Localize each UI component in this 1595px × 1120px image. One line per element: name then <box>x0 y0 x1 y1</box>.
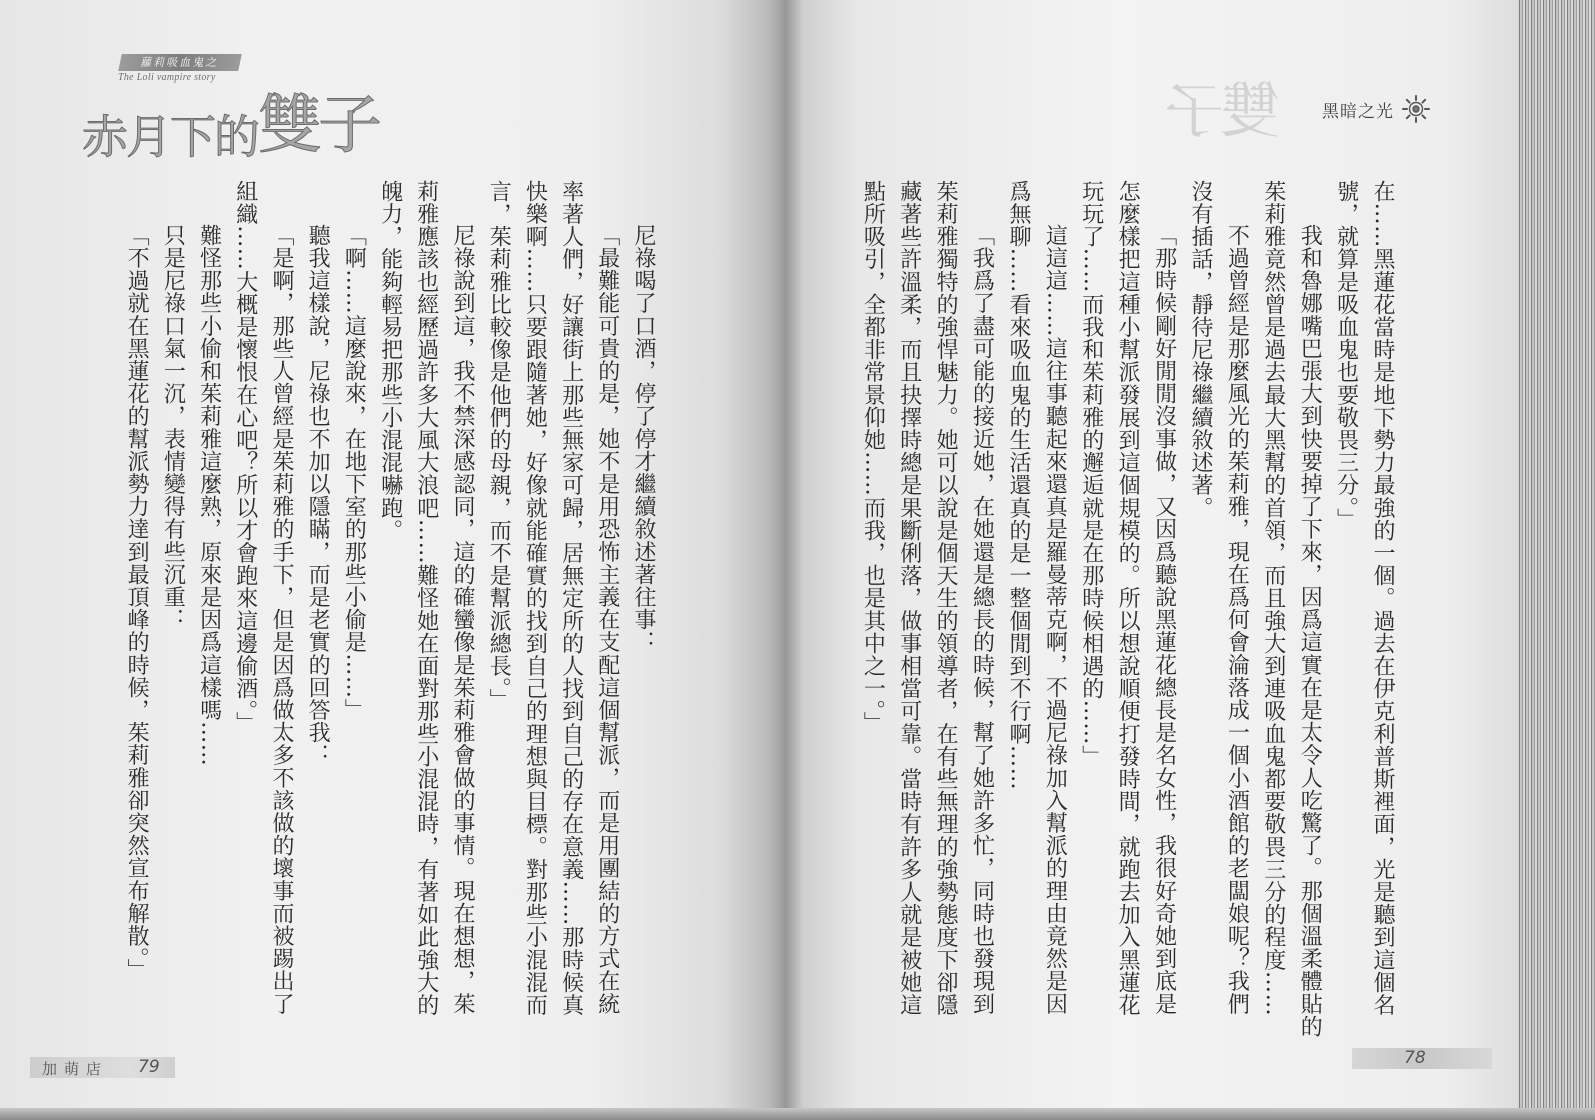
text-column: 點所吸引，全都非常景仰她……而我，也是其中之一。」 <box>860 180 886 734</box>
text-column: 尼祿喝了口酒，停了停才繼續敘述著往事： <box>631 224 656 654</box>
text-column: 率著人們，好讓街上那些無家可歸，居無定所的人找到自己的存在意義……那時候真 <box>558 180 584 1017</box>
series-ribbon: 蘿莉吸血鬼之 <box>118 54 242 71</box>
left-page-body <box>118 180 661 1030</box>
text-column: 「我爲了盡可能的接近她，在她還是總長的時候，幫了她許多忙，同時也發現到 <box>969 224 995 1015</box>
faded-title-logo: 雙子 <box>1168 77 1280 147</box>
text-column: 這這這……這往事聽起來還真是羅曼蒂克啊，不過尼祿加入幫派的理由竟然是因 <box>1042 224 1068 1015</box>
text-column: 魄力，能夠輕易把那些小混混嚇跑。 <box>377 180 403 542</box>
page-stack-edge <box>1517 0 1595 1112</box>
book-title <box>82 80 378 172</box>
text-column: 「那時候剛好閒閒沒事做，又因爲聽說黑蓮花總長是名女性，我很好奇她到底是 <box>1151 224 1177 1015</box>
text-column: 爲無聊……看來吸血鬼的生活還真的是一整個閒到不行啊…… <box>1005 180 1031 791</box>
text-column: 在……黑蓮花當時是地下勢力最強的一個。過去在伊克利普斯裡面，光是聽到這個名 <box>1370 180 1395 1017</box>
book-title-part1: 赤月下的 <box>82 110 258 164</box>
text-column: 「最難能可貴的是，她不是用恐怖主義在支配這個幫派，而是用團結的方式在統 <box>594 224 620 1015</box>
sun-flower-emblem-icon <box>1401 94 1431 124</box>
text-column: 「不過就在黑蓮花的幫派勢力達到最頂峰的時候，茱莉雅卻突然宣布解散。」 <box>124 224 150 982</box>
text-column: 茱莉雅竟然曾是過去最大黑幫的首領，而且強大到連吸血鬼都要敬畏三分的程度…… <box>1260 180 1286 1017</box>
text-column: 快樂啊……只要跟隨著她，好像就能確實的找到自己的理想與目標。對那些小混混而 <box>522 180 548 1017</box>
text-column: 我和魯娜嘴巴張大到快要掉了下來，因爲這實在是太令人吃驚了。那個溫柔體貼的 <box>1297 224 1323 1038</box>
text-column: 莉雅應該也經歷過許多大風大浪吧……難怪她在面對那些小混混時，有著如此強大的 <box>413 180 439 1017</box>
book-title-logo <box>82 50 378 164</box>
right-page-body <box>854 180 1400 1038</box>
text-column: 沒有插話，靜待尼祿繼續敘述著。 <box>1187 180 1213 519</box>
book-bottom-edge <box>0 1108 1595 1120</box>
text-column: 「是啊，那些人曾經是茱莉雅的手下，但是因爲做太多不該做的壞事而被踢出了 <box>268 224 294 1015</box>
page-number-left: 79 <box>138 1057 160 1077</box>
text-column: 「啊……這麼說來，在地下室的那些小偷是……」 <box>341 224 367 722</box>
book-title-part2: 雙子 <box>258 89 378 163</box>
text-column: 茱莉雅獨特的強悍魅力。她可以說是個天生的領導者，在有些無理的強勢態度下卻隱 <box>933 180 959 1017</box>
text-column: 只是尼祿口氣一沉，表情變得有些沉重： <box>160 224 186 631</box>
chapter-title: 黑暗之光 <box>1322 102 1394 122</box>
text-column: 藏著些許溫柔，而且抉擇時總是果斷俐落，做事相當可靠。當時有許多人就是被她這 <box>896 180 922 1017</box>
series-english-title: The Loli vampire story <box>118 72 216 83</box>
text-column: 尼祿說到這，我不禁深感認同，這的確蠻像是茱莉雅會做的事情。現在想想，茱 <box>449 224 475 1015</box>
text-column: 聽我這樣說，尼祿也不加以隱瞞，而是老實的回答我： <box>305 224 331 767</box>
text-column: 怎麼樣把這種小幫派發展到這個規模的。所以想說順便打發時間，就跑去加入黑蓮花 <box>1115 180 1141 1017</box>
text-column: 難怪那些小偷和茱莉雅這麼熟，原來是因爲這樣嗎…… <box>196 224 222 767</box>
text-column: 組織……大概是懷恨在心吧？所以才會跑來這邊偷酒。」 <box>232 180 258 734</box>
text-column: 玩玩了……而我和茱莉雅的邂逅就是在那時候相遇的……」 <box>1078 180 1104 768</box>
publisher-name: 加萌店 <box>42 1060 109 1078</box>
text-column: 言，茱莉雅比較像是他們的母親，而不是幫派總長。」 <box>486 180 512 712</box>
text-column: 號，就算是吸血鬼也要敬畏三分。」 <box>1333 180 1359 531</box>
text-column: 不過曾經是那麼風光的茱莉雅，現在爲何會淪落成一個小酒館的老闆娘呢？我們 <box>1224 224 1250 1015</box>
page-number-right: 78 <box>1404 1048 1426 1068</box>
